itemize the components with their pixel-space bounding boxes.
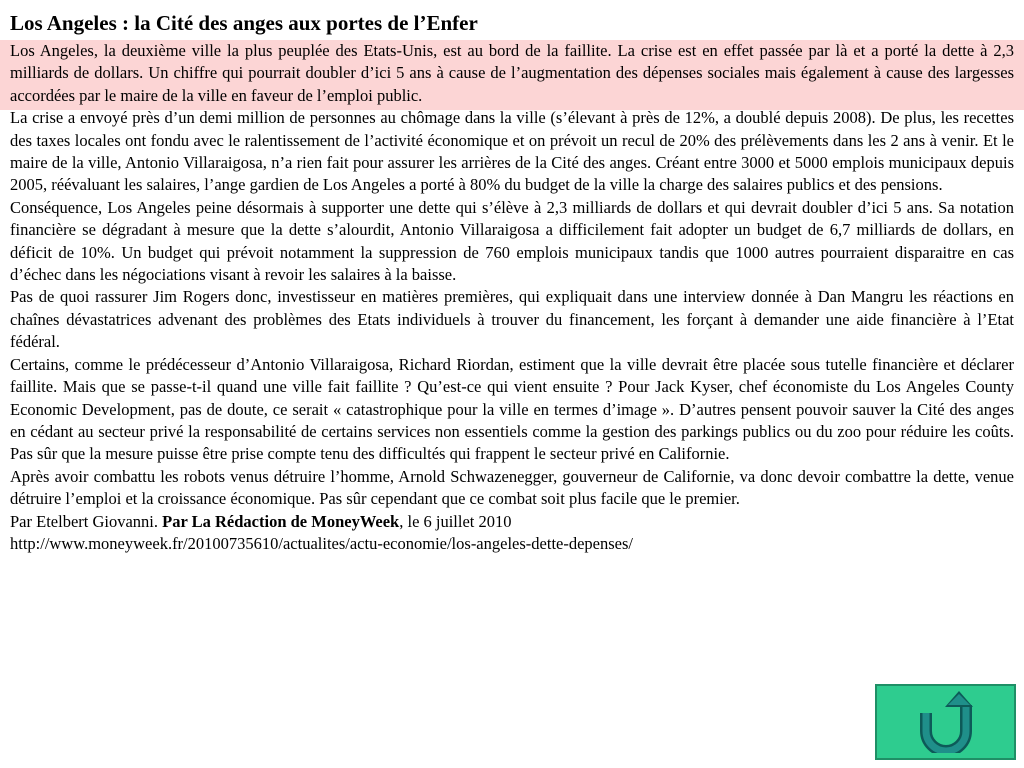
credit-author: Par Etelbert Giovanni. <box>10 511 163 531</box>
paragraph-crisis: La crise a envoyé près d’un demi million de personnes au chômage dans la ville (s’élevant à près de 12%, a doublé depuis 2008). De plus, les recettes des taxes locales ont fondu avec le ralentissement de l’activité économique et on prévoit un recul de 20% des prélèvements dans les 2 ans à venir. Et le maire de la ville, Antonio Villaraigosa, n’a rien fait pour assurer les arrières de la Cité des anges. Créant entre 3000 et 5000 emplois municipaux depuis 2005, réévaluant les salaires, l’ange gardien de Los Angeles a porté à 80% du budget de la ville la charge des salaires publics et des pensions. <box>10 108 1014 195</box>
paragraph-intro: Los Angeles, la deuxième ville la plus peuplée des Etats-Unis, est au bord de la faillite. La crise est en effet passée par là et a porté la dette à 2,3 milliards de dollars. Un chiffre qui pourrait doubler d’ici 5 ans à cause de l’augmentation des dépenses sociales mais également à cause des largesses accordées par le maire de la ville en faveur de l’emploi public. <box>10 41 1014 105</box>
paragraph-bankruptcy: Certains, comme le prédécesseur d’Antonio Villaraigosa, Richard Riordan, estiment que la ville devrait être placée sous tutelle financière et déclarer faillite. Mais que se passe-t-il quand une ville fait faillite ? Qu’est-ce qui vient ensuite ? Pour Jack Kyser, chef économiste du Los Angeles County Economic Development, pas de doute, ce serait « catastrophique pour la ville en termes d’image ». D’autres pensent pouvoir sauver la Cité des anges en cédant au secteur privé la responsabilité de certains services non essentiels comme la gestion des parkings publics ou du zoo pour réduire les coûts. Pas sûr que la mesure puisse être prise compte tenu des difficultés qui frappent le secteur privé en Californie. <box>10 354 1014 464</box>
paragraph-jim-rogers: Pas de quoi rassurer Jim Rogers donc, investisseur en matières premières, qui expliquait dans une interview donnée à Dan Mangru les réactions en chaînes dévastatrices advenant des problèmes des Etats individuels à trouver du financement, les forçant à demander une aide financière à l’Etat fédéral. <box>10 287 1014 352</box>
source-url[interactable]: http://www.moneyweek.fr/20100735610/actualites/actu-economie/los-angeles-dette-depenses/ <box>10 533 633 553</box>
return-button[interactable] <box>875 684 1016 760</box>
article-body <box>10 40 1014 555</box>
page-title: Los Angeles : la Cité des anges aux portes de l’Enfer <box>10 11 478 35</box>
credit-source: Par La Rédaction de MoneyWeek <box>162 511 400 531</box>
u-turn-arrow-icon <box>916 691 976 753</box>
article-credit <box>10 511 1014 533</box>
credit-date: , le 6 juillet 2010 <box>399 511 512 531</box>
paragraph-conclusion: Après avoir combattu les robots venus détruire l’homme, Arnold Schwazenegger, gouverneur de Californie, va donc devoir combattre la dette, venue détruire l’emploi et la croissance économique. Pas sûr cependant que ce combat soit plus facile que le premier. <box>10 466 1014 509</box>
paragraph-consequence: Conséquence, Los Angeles peine désormais à supporter une dette qui s’élève à 2,3 milliards de dollars et qui devrait doubler d’ici 5 ans. Sa notation financière se dégradant à mesure que la dette s’alourdit, Antonio Villaraigosa a difficilement fait adopter un budget de 6,7 milliards de dollars, en déficit de 10%. Un budget qui prévoit notamment la suppression de 760 emplois municipaux tandis que 1000 autres pourraient disparaitre en cas d’échec dans les négociations visant à revoir les salaires à la baisse. <box>10 197 1014 285</box>
